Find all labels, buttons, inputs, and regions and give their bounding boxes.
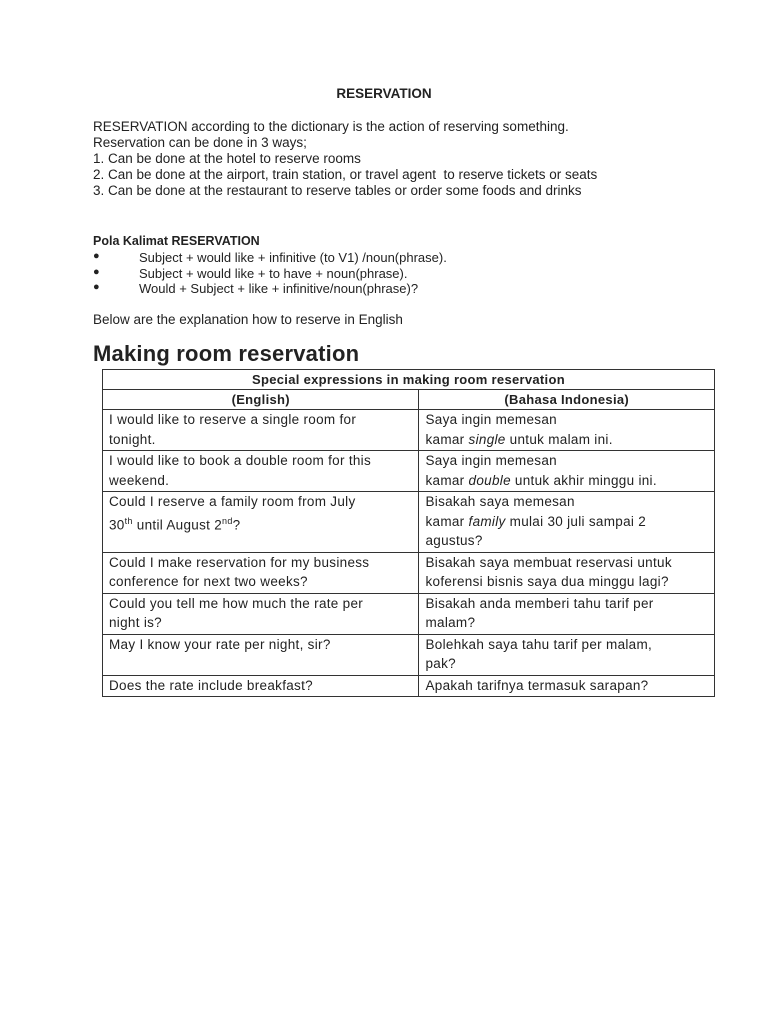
bullet-icon: ● (93, 250, 100, 262)
table-row (103, 492, 715, 553)
indonesia-cell: Apakah tarifnya termasuk sarapan? (419, 675, 715, 697)
table-caption: Special expressions in making room reservation (103, 370, 715, 390)
table-row (103, 451, 715, 492)
page-title: RESERVATION (336, 86, 432, 101)
intro-line: Reservation can be done in 3 ways; (93, 135, 307, 150)
intro-line: 2. Can be done at the airport, train station, or travel agent to reserve tickets or seats (93, 167, 598, 182)
table-row (103, 675, 715, 697)
list-item: ● Would + Subject + like + infinitive/noun(phrase)? (93, 281, 419, 296)
english-cell: Does the rate include breakfast? (103, 675, 419, 697)
english-cell: Could you tell me how much the rate per night is? (103, 593, 419, 634)
table-row (103, 410, 715, 451)
intro-line: 1. Can be done at the hotel to reserve rooms (93, 151, 361, 166)
table-row (103, 593, 715, 634)
indonesia-cell: Bisakah saya memesan kamar family mulai 30 juli sampai 2 agustus? (419, 492, 715, 553)
bullet-icon: ● (93, 265, 100, 278)
indonesia-cell: Bisakah saya membuat reservasi untuk koferensi bisnis saya dua minggu lagi? (419, 552, 715, 593)
english-cell: I would like to reserve a single room for tonight. (103, 410, 419, 451)
table-row (103, 552, 715, 593)
english-cell: Could I make reservation for my business conference for next two weeks? (103, 552, 419, 593)
indonesia-cell: Saya ingin memesan kamar double untuk akhir minggu ini. (419, 451, 715, 492)
expressions-table (102, 369, 715, 697)
intro-paragraph (93, 119, 597, 199)
list-item: ● Subject + would like + infinitive (to V1) /noun(phrase). (93, 250, 447, 265)
english-cell: Could I reserve a family room from July 30th until August 2nd? (103, 492, 419, 553)
intro-line: RESERVATION according to the dictionary is the action of reserving something. (93, 119, 569, 134)
bullet-icon: ● (93, 281, 100, 293)
column-header-english: (English) (103, 390, 419, 410)
section-heading: Making room reservation (93, 341, 360, 366)
indonesia-cell: Saya ingin memesan kamar single untuk malam ini. (419, 410, 715, 451)
indonesia-cell: Bolehkah saya tahu tarif per malam, pak? (419, 634, 715, 675)
table-row (103, 634, 715, 675)
list-item: ● Subject + would like + to have + noun(phrase). (93, 265, 408, 281)
explanation-text: Below are the explanation how to reserve in English (93, 312, 403, 327)
english-cell: May I know your rate per night, sir? (103, 634, 419, 675)
pattern-list (93, 250, 447, 297)
intro-line: 3. Can be done at the restaurant to reserve tables or order some foods and drinks (93, 183, 582, 198)
english-cell: I would like to book a double room for this weekend. (103, 451, 419, 492)
column-header-indonesia: (Bahasa Indonesia) (419, 390, 715, 410)
pola-kalimat-heading: Pola Kalimat RESERVATION (93, 234, 260, 248)
indonesia-cell: Bisakah anda memberi tahu tarif per malam? (419, 593, 715, 634)
